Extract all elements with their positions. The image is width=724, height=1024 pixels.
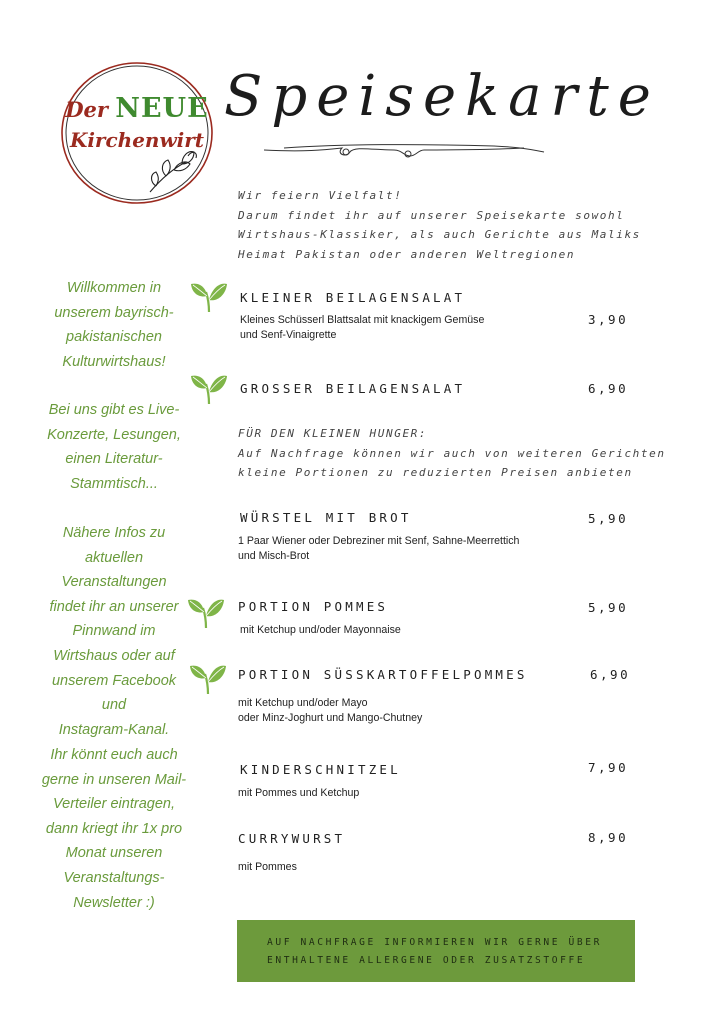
logo-line-2: Kirchenwirt (69, 128, 205, 152)
sidebar-line: Pinnwand im (72, 623, 156, 640)
sidebar-line: Kulturwirtshaus! (62, 353, 166, 370)
description-line: oder Minz-Joghurt und Mango-Chutney (238, 712, 423, 724)
description-line: und Misch-Brot (238, 550, 310, 562)
description-line: 1 Paar Wiener oder Debreziner mit Senf, Sahne-Meerrettich (238, 535, 520, 547)
description-line: mit Ketchup und/oder Mayonnaise (240, 624, 401, 636)
menu-item-name: WÜRSTEL MIT BROT (240, 510, 412, 525)
menu-item-name: CURRYWURST (238, 831, 346, 846)
vegetarian-leaf-icon (189, 660, 227, 696)
small-hunger-line: Auf Nachfrage können wir auch von weiteren Gerichten (238, 446, 666, 460)
menu-item-description (238, 534, 519, 564)
sidebar-info (40, 521, 188, 742)
description-line: Kleines Schüsserl Blattsalat mit knackigem Gemüse (240, 314, 485, 326)
menu-item-price: 7,90 (588, 760, 629, 775)
menu-item-description (240, 623, 401, 638)
menu-item-description (240, 313, 484, 343)
intro-line: Wir feiern Vielfalt! (238, 189, 403, 202)
title-flourish-icon (224, 138, 584, 178)
sidebar-line: Newsletter :) (73, 894, 155, 911)
menu-item-price: 5,90 (588, 511, 629, 526)
menu-item-price: 8,90 (588, 830, 629, 845)
description-line: mit Ketchup und/oder Mayo (238, 697, 368, 709)
menu-item-description (238, 696, 422, 726)
description-line: mit Pommes und Ketchup (238, 787, 360, 799)
sidebar-newsletter (40, 743, 188, 915)
sidebar-line: dann kriegt ihr 1x pro (45, 820, 183, 837)
menu-item-description (238, 860, 297, 875)
sidebar-line: Stammtisch... (70, 475, 158, 492)
menu-item-name: PORTION POMMES (238, 599, 389, 614)
sidebar-line: Verteiler eintragen, (53, 796, 175, 813)
sidebar-events (40, 398, 188, 496)
sidebar-line: Nähere Infos zu (62, 525, 166, 541)
intro-line: Wirtshaus-Klassiker, als auch Gerichte aus Maliks (238, 228, 641, 241)
sidebar-line: Bei uns gibt es Live- (48, 402, 180, 418)
menu-item-name: KLEINER BEILAGENSALAT (240, 290, 466, 305)
title-block (224, 60, 660, 180)
small-hunger-title: FÜR DEN KLEINEN HUNGER: (238, 427, 428, 440)
menu-item-price: 6,90 (588, 381, 629, 396)
logo-neue: NEUE (115, 93, 209, 124)
intro-text (238, 186, 658, 264)
sidebar-line: Instagram-Kanal. (58, 721, 170, 738)
description-line: und Senf-Vinaigrette (240, 329, 337, 341)
intro-line: Heimat Pakistan oder anderen Weltregionen (238, 247, 576, 261)
allergen-line: AUF NACHFRAGE INFORMIEREN WIR GERNE ÜBER (267, 937, 603, 948)
allergen-notice (267, 934, 627, 970)
sidebar-line: Willkommen in (66, 280, 162, 296)
menu-item-description (238, 786, 359, 801)
sidebar-line: unserem bayrisch- (54, 304, 174, 321)
sidebar-line: Veranstaltungs- (63, 869, 165, 886)
menu-item-name: GROSSER BEILAGENSALAT (240, 381, 466, 396)
logo-line-1 (58, 93, 216, 124)
sidebar-line: Veranstaltungen (61, 574, 167, 591)
sidebar-line: aktuellen (84, 549, 144, 566)
sidebar-line: Wirtshaus oder auf (53, 647, 175, 664)
menu-item-name: KINDERSCHNITZEL (240, 762, 401, 777)
sidebar-line: unserem Facebook und (51, 672, 177, 714)
allergen-notice-box (237, 920, 635, 982)
sidebar-line: einen Literatur- (65, 451, 163, 468)
sidebar-line: gerne in unseren Mail- (41, 771, 187, 788)
sidebar-welcome (40, 276, 188, 374)
sidebar-line: Ihr könnt euch auch (50, 747, 178, 763)
description-line: mit Pommes (238, 861, 297, 873)
page-title: Speisekarte (224, 64, 660, 129)
small-hunger-section (238, 424, 678, 483)
vegetarian-leaf-icon (190, 370, 228, 406)
allergen-line: ENTHALTENE ALLERGENE ODER ZUSATZSTOFFE (267, 955, 586, 966)
menu-item-price: 5,90 (588, 600, 629, 615)
vegetarian-leaf-icon (190, 278, 228, 314)
sidebar-line: Konzerte, Lesungen, (47, 426, 181, 443)
menu-item-price: 6,90 (590, 667, 631, 682)
menu-item-name: PORTION SÜSSKARTOFFELPOMMES (238, 667, 528, 682)
menu-item-price: 3,90 (588, 312, 629, 327)
sidebar-line: pakistanischen (66, 329, 162, 346)
sidebar-line: findet ihr an unserer (49, 598, 179, 615)
vegetarian-leaf-icon (187, 594, 225, 630)
logo-der: Der (65, 97, 108, 122)
intro-line: Darum findet ihr auf unserer Speisekarte sowohl (238, 208, 625, 222)
sidebar-line: Monat unseren (65, 845, 163, 862)
small-hunger-line: kleine Portionen zu reduzierten Preisen anbieten (238, 466, 633, 479)
restaurant-logo (58, 60, 216, 208)
